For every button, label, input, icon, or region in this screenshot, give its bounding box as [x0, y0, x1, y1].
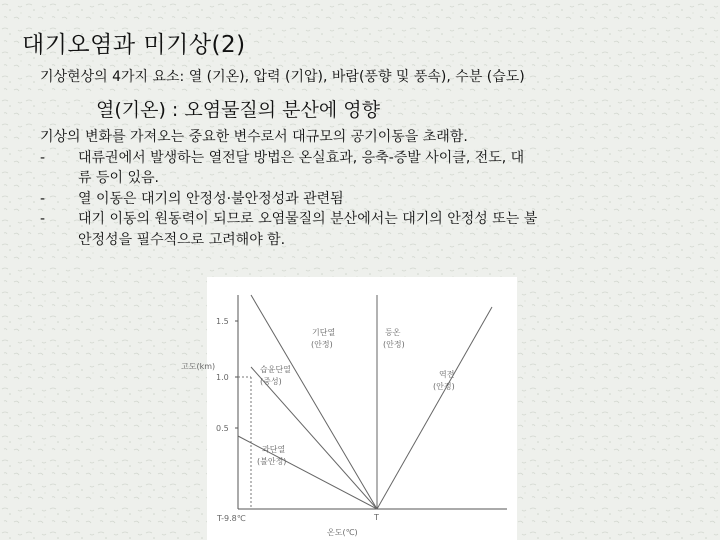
label-isothermal: 등온	[385, 328, 401, 337]
y-tick-1.0: 1.0	[216, 373, 229, 382]
x-tick-right: T	[374, 513, 379, 522]
bullet-3-line-1	[40, 209, 700, 230]
label-superadiabatic: 과단열	[262, 445, 286, 454]
intro-line: 기상의 변화를 가져오는 중요한 변수로서 대규모의 공기이동을 초래함.	[40, 129, 468, 145]
label-dry-adiabatic-state: (안정)	[311, 340, 333, 349]
bullet-2-line-1	[40, 189, 700, 210]
section-heading: 열(기온) : 오염물질의 분산에 영향	[96, 99, 380, 121]
label-inversion: 역전	[439, 370, 455, 379]
x-axis-label: 온도(℃)	[327, 528, 358, 537]
superadiabatic-line	[238, 436, 377, 509]
label-inversion-state: (안정)	[433, 382, 455, 391]
bullet-1-line-2: 류 등이 있음.	[78, 170, 159, 186]
label-dry-adiabatic: 기단열	[312, 328, 336, 337]
lapse-rate-figure	[181, 277, 517, 540]
wet-adiabatic-line	[251, 367, 377, 509]
label-wet-adiabatic-state: (중성)	[260, 377, 282, 386]
y-tick-1.5: 1.5	[216, 317, 229, 326]
x-tick-left: T-9.8℃	[217, 514, 246, 523]
bullet-marker: -	[40, 190, 46, 207]
y-axis-label: 고도(km)	[181, 362, 216, 371]
label-superadiabatic-state: (불안정)	[257, 457, 287, 466]
inversion-line	[377, 307, 492, 509]
bullet-text: 대기 이동의 원동력이 되므로 오염물질의 분산에서는 대기의 안정성 또는 불	[78, 211, 538, 227]
body-text	[40, 127, 700, 250]
label-isothermal-state: (안정)	[383, 340, 405, 349]
bullet-3-line-2: 안정성을 필수적으로 고려해야 함.	[78, 231, 286, 248]
y-tick-0.5: 0.5	[216, 424, 229, 433]
bullet-marker: -	[40, 149, 46, 166]
bullet-1-line-1	[40, 148, 700, 169]
bullet-text: 대류권에서 발생하는 열전달 방법은 온실효과, 응축-증발 사이클, 전도, 대	[78, 149, 525, 166]
bullet-text: 열 이동은 대기의 안정성·불안정성과 관련됨	[78, 190, 344, 207]
label-wet-adiabatic: 습윤단열	[260, 365, 291, 374]
slide-title: 대기오염과 미기상(2)	[22, 32, 246, 58]
slide-subtitle: 기상현상의 4가지 요소: 열 (기온), 압력 (기압), 바람(풍향 및 풍속), 수분 (습도)	[40, 69, 525, 85]
bullet-marker: -	[40, 211, 46, 227]
